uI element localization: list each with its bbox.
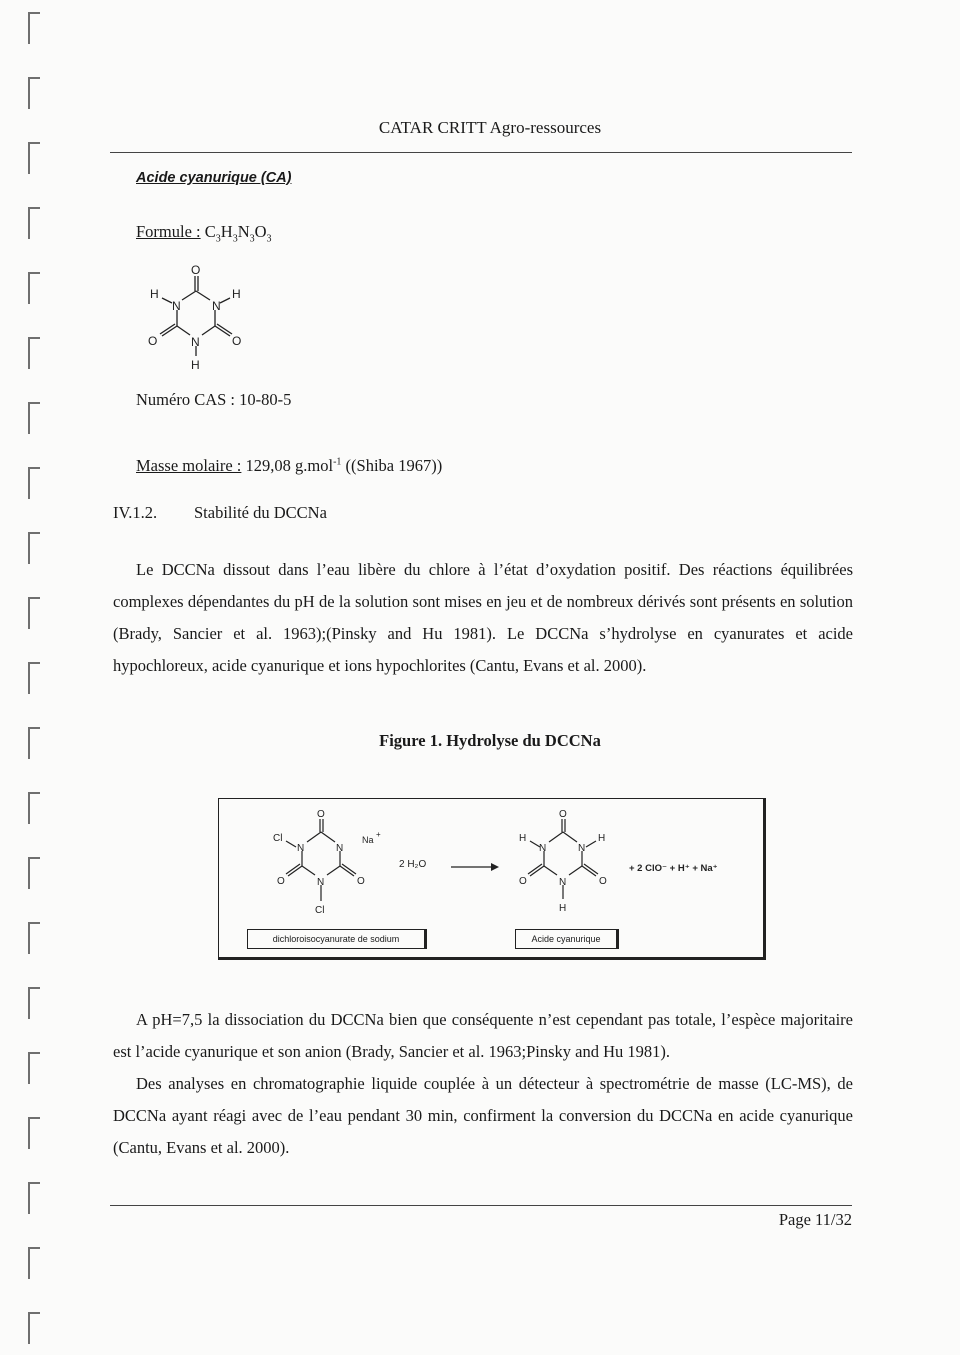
atom-label: O [357, 876, 365, 887]
atom-label: N [336, 843, 344, 854]
atom-label: N [212, 299, 221, 313]
binder-mark [28, 467, 40, 499]
figure-caption: Figure 1. Hydrolyse du DCCNa [379, 731, 601, 750]
atom-label: N [559, 877, 567, 888]
binder-mark [28, 402, 40, 434]
binder-mark [28, 792, 40, 824]
atom-label: H [519, 833, 527, 844]
molar-mass-label: Masse molaire : [136, 456, 242, 475]
binder-mark [28, 1312, 40, 1344]
formula-value: $C_3H_3N_3O_3$ [204, 222, 272, 245]
page-header: CATAR CRITT Agro-ressources [378, 118, 602, 137]
hydrolysis-figure [218, 798, 766, 960]
footer-rule [110, 1205, 852, 1206]
atom-label: H [232, 287, 241, 301]
atom-label: O [559, 809, 567, 820]
atom-label: O [148, 334, 158, 348]
atom-label: Cl [273, 833, 283, 844]
binder-mark [28, 77, 40, 109]
molar-mass-exponent: -1 [333, 456, 342, 468]
formula-line [136, 222, 272, 244]
cas-number: Numéro CAS : 10-80-5 [136, 390, 292, 409]
atom-label: O [232, 334, 242, 348]
atom-label: N [578, 843, 586, 854]
atom-label: O [277, 876, 285, 887]
binder-mark [28, 857, 40, 889]
binder-mark [28, 1052, 40, 1084]
atom-label: H [150, 287, 159, 301]
binder-mark [28, 1117, 40, 1149]
water-reagent: 2 H₂O [399, 859, 427, 870]
atom-label: Na [362, 835, 374, 845]
binder-mark [28, 597, 40, 629]
binder-mark [28, 987, 40, 1019]
section-title: Stabilité du DCCNa [194, 503, 327, 522]
formula-label: Formule : [136, 222, 201, 241]
atom-label: N [539, 843, 547, 854]
page-number: Page 11/32 [778, 1210, 852, 1229]
binder-mark [28, 1247, 40, 1279]
atom-label: N [317, 877, 325, 888]
compound-heading: Acide cyanurique (CA) [136, 170, 292, 186]
binder-mark [28, 1182, 40, 1214]
atom-label: N [297, 843, 305, 854]
reaction-products: + 2 ClO⁻ + H⁺ + Na⁺ [629, 863, 718, 874]
binder-mark [28, 142, 40, 174]
molar-mass-line [136, 456, 442, 476]
paragraph: A pH=7,5 la dissociation du DCCNa bien que conséquente n’est cependant pas totale, l’espèce majoritaire est l’acide cyanurique et son anion (Brady, Sancier et al. 1963;Pinsky and Hu 1981). [113, 1010, 853, 1061]
molar-mass-reference: ((Shiba 1967)) [341, 456, 443, 475]
binder-mark [28, 922, 40, 954]
paragraph: Des analyses en chromatographie liquide couplée à un détecteur à spectrométrie de masse (LC-MS), de DCCNa ayant réagi avec de l’eau pendant 30 min, confirment la conversion du DCCNa en acide cyanurique (Cantu, Evans et al. 2000). [113, 1074, 853, 1157]
molar-mass-value: 129,08 g.mol [245, 456, 334, 475]
binder-mark [28, 272, 40, 304]
atom-label: H [191, 358, 200, 372]
binder-mark [28, 532, 40, 564]
atom-label: N [191, 335, 200, 349]
section-number: IV.1.2. [113, 503, 158, 522]
header-rule [110, 152, 852, 153]
atom-label: + [376, 830, 381, 839]
atom-label: O [599, 876, 607, 887]
binder-mark [28, 207, 40, 239]
paragraph: Le DCCNa dissout dans l’eau libère du chlore à l’état d’oxydation positif. Des réactions équilibrées complexes dépendantes du pH de la solution sont mises en jeu et de nombreux dérivés sont présents en solution (Brady, Sancier et al. 1963);(Pinsky and Hu 1981). Le DCCNa s’hydrolyse en cyanurates et acide hypochloreux, acide cyanurique et ions hypochlorites (Cantu, Evans et al. 2000). [113, 560, 853, 675]
binder-mark [28, 662, 40, 694]
atom-label: Cl [315, 905, 325, 916]
product-label: Acide cyanurique [515, 929, 619, 949]
atom-label: O [191, 263, 201, 277]
cyanuric-acid-structure [140, 258, 260, 376]
atom-label: N [172, 299, 181, 313]
binder-mark [28, 12, 40, 44]
binder-mark [28, 337, 40, 369]
atom-label: O [519, 876, 527, 887]
atom-label: H [559, 903, 567, 914]
atom-label: O [317, 809, 325, 820]
reactant-label: dichloroisocyanurate de sodium [247, 929, 427, 949]
atom-label: H [598, 833, 606, 844]
